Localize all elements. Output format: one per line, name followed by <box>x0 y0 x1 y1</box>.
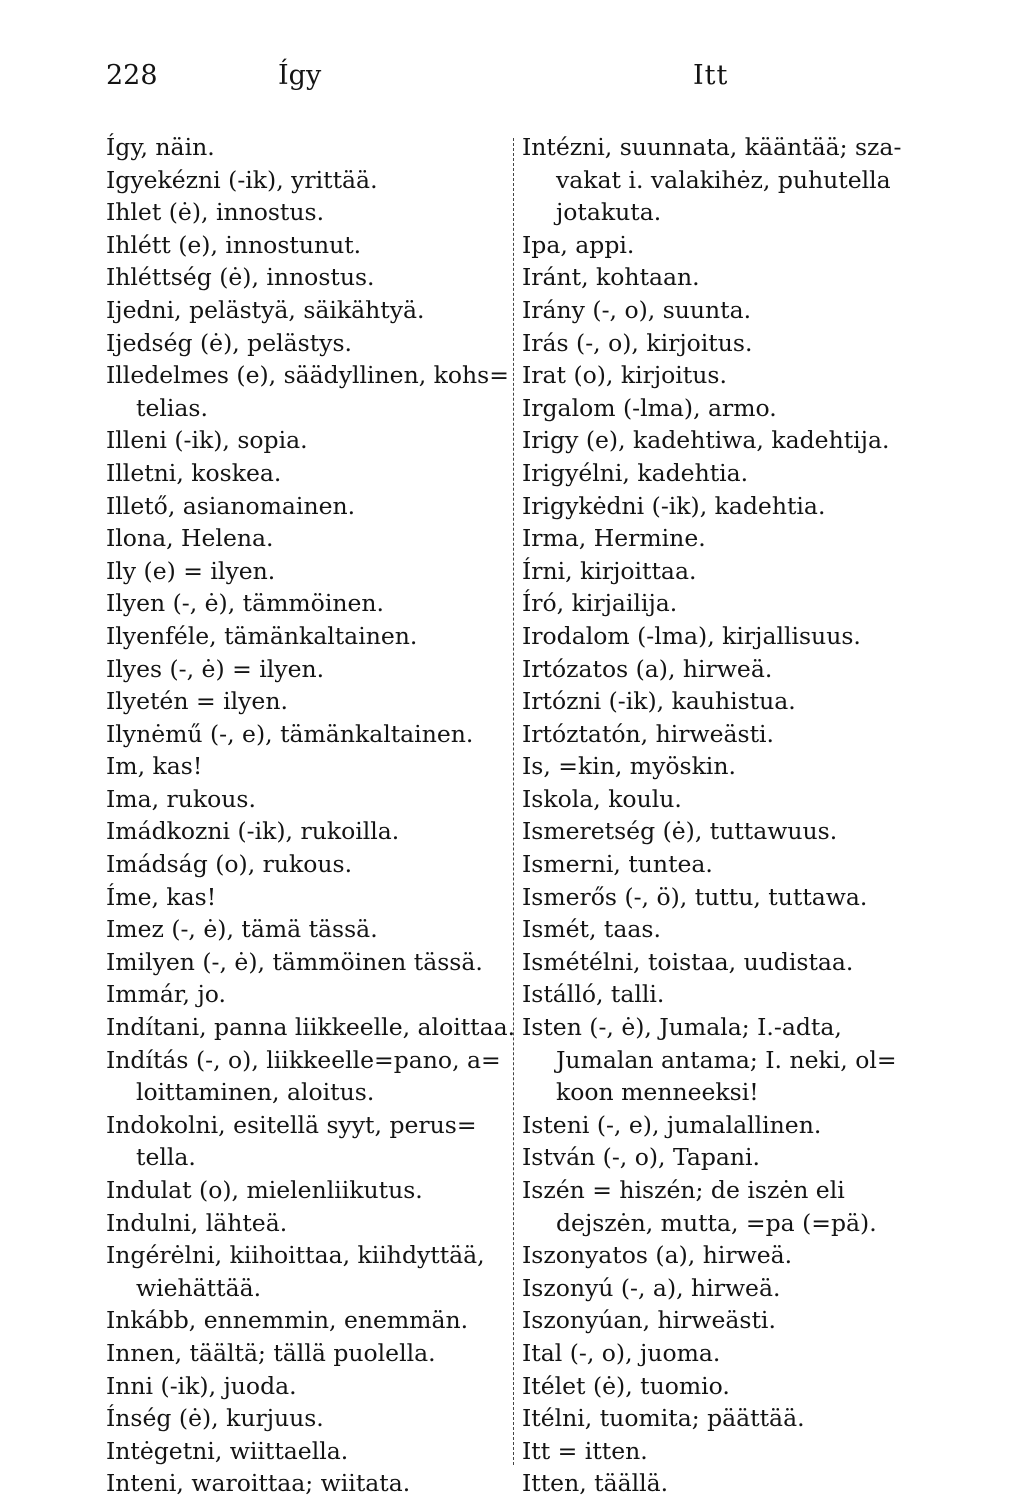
dictionary-entry: Irigyélni, kadehtia. <box>522 458 749 487</box>
dictionary-entry: Irtózni (-ik), kauhistua. <box>522 687 796 716</box>
dictionary-entry: Istálló, talli. <box>522 980 665 1009</box>
entry-continuation: loittaminen, aloitus. <box>136 1078 375 1107</box>
dictionary-entry: Indítani, panna liikkeelle, aloittaa. <box>106 1013 516 1042</box>
page-header <box>0 60 1024 100</box>
entry-continuation: wiehättää. <box>136 1273 262 1302</box>
dictionary-entry: Ilyen (-, ė), tämmöinen. <box>106 589 384 618</box>
entry-continuation: jotakuta. <box>556 198 662 227</box>
entry-continuation: dejszėn, mutta, =pa (=pä). <box>556 1208 877 1237</box>
dictionary-entry: Irodalom (-lma), kirjallisuus. <box>522 621 861 650</box>
dictionary-entry: Is, =kin, myöskin. <box>522 752 736 781</box>
dictionary-entry: Indítás (-, o), liikkeelle=pano, a= <box>106 1045 501 1074</box>
dictionary-entry: Iszonyú (-, a), hirweä. <box>522 1273 781 1302</box>
dictionary-entry: Itélet (ė), tuomio. <box>522 1371 730 1400</box>
dictionary-entry: Immár, jo. <box>106 980 226 1009</box>
dictionary-entry: Irigy (e), kadehtiwa, kadehtija. <box>522 426 890 455</box>
dictionary-entry: Ilyenféle, tämänkaltainen. <box>106 621 418 650</box>
dictionary-entry: Isten (-, ė), Jumala; I.-adta, <box>522 1013 842 1042</box>
dictionary-entry: Irás (-, o), kirjoitus. <box>522 328 753 357</box>
dictionary-entry: Iszonyatos (a), hirweä. <box>522 1241 793 1270</box>
dictionary-entry: Ijedség (ė), pelästys. <box>106 328 352 357</box>
dictionary-entry: Ilyes (-, ė) = ilyen. <box>106 654 325 683</box>
dictionary-entry: Ilona, Helena. <box>106 524 274 553</box>
dictionary-entry: Itélni, tuomita; päättää. <box>522 1404 805 1433</box>
dictionary-entry: Ihléttség (ė), innostus. <box>106 263 375 292</box>
entry-continuation: koon menneeksi! <box>556 1078 759 1107</box>
dictionary-entry: Ihlétt (e), innostunut. <box>106 230 362 259</box>
dictionary-entry: Irgalom (-lma), armo. <box>522 393 777 422</box>
dictionary-entry: Ingérėlni, kiihoittaa, kiihdyttää, <box>106 1241 485 1270</box>
dictionary-entry: Imilyen (-, ė), tämmöinen tässä. <box>106 947 483 976</box>
dictionary-entry: Ilyetén = ilyen. <box>106 687 288 716</box>
dictionary-entry: Ismerni, tuntea. <box>522 850 713 879</box>
dictionary-entry: Így, näin. <box>106 133 215 161</box>
dictionary-entry: Ínség (ė), kurjuus. <box>106 1404 324 1433</box>
dictionary-entry: Indulni, lähteä. <box>106 1208 288 1237</box>
dictionary-entry: Itt = itten. <box>522 1436 648 1465</box>
column-divider <box>513 138 514 1465</box>
dictionary-entry: Inni (-ik), juoda. <box>106 1371 297 1400</box>
dictionary-entry: Irma, Hermine. <box>522 524 706 553</box>
dictionary-entry: Ismétélni, toistaa, uudistaa. <box>522 947 854 976</box>
page-number: 228 <box>106 60 158 91</box>
dictionary-entry: Íme, kas! <box>106 882 217 911</box>
dictionary-entry: Ily (e) = ilyen. <box>106 556 276 585</box>
dictionary-entry: Irtózatos (a), hirweä. <box>522 654 773 683</box>
dictionary-entry: Imez (-, ė), tämä tässä. <box>106 915 378 944</box>
entry-continuation: Jumalan antama; I. neki, ol= <box>556 1045 897 1074</box>
left-column <box>106 131 514 1500</box>
dictionary-entry: István (-, o), Tapani. <box>522 1143 761 1172</box>
dictionary-entry: Itten, täällä. <box>522 1469 669 1498</box>
dictionary-entry: Ismét, taas. <box>522 915 661 944</box>
dictionary-entry: Ismerős (-, ö), tuttu, tuttawa. <box>522 882 868 911</box>
dictionary-entry: Inteni, waroittaa; wiitata. <box>106 1469 411 1498</box>
dictionary-entry: Intézni, suunnata, kääntää; sza- <box>522 133 902 161</box>
dictionary-entry: Intėgetni, wiittaella. <box>106 1436 349 1465</box>
dictionary-entry: Ipa, appi. <box>522 230 635 259</box>
dictionary-entry: Indulat (o), mielenliikutus. <box>106 1176 423 1204</box>
dictionary-entry: Írni, kirjoittaa. <box>522 556 697 585</box>
entry-continuation: vakat i. valakihėz, puhutella <box>556 165 891 194</box>
dictionary-entry: Irigykėdni (-ik), kadehtia. <box>522 491 826 520</box>
dictionary-entry: Isteni (-, e), jumalallinen. <box>522 1110 822 1139</box>
dictionary-entry: Iszonyúan, hirweästi. <box>522 1306 776 1335</box>
dictionary-entry: Illedelmes (e), säädyllinen, kohs= <box>106 361 509 390</box>
entry-continuation: tella. <box>136 1143 196 1172</box>
dictionary-entry: Ilynėmű (-, e), tämänkaltainen. <box>106 719 474 748</box>
dictionary-entry: Inkább, ennemmin, enemmän. <box>106 1306 469 1335</box>
dictionary-entry: Ijedni, pelästyä, säikähtyä. <box>106 295 425 324</box>
dictionary-entry: Igyekézni (-ik), yrittää. <box>106 165 378 194</box>
dictionary-entry: Iránt, kohtaan. <box>522 263 700 292</box>
dictionary-entry: Ital (-, o), juoma. <box>522 1338 721 1367</box>
dictionary-entry: Illető, asianomainen. <box>106 491 356 520</box>
right-guide-word: Itt <box>693 60 729 91</box>
dictionary-entry: Indokolni, esitellä syyt, perus= <box>106 1110 477 1139</box>
dictionary-entry: Imádkozni (-ik), rukoilla. <box>106 817 400 846</box>
dictionary-entry: Író, kirjailija. <box>522 589 678 618</box>
dictionary-entry: Innen, täältä; tällä puolella. <box>106 1338 436 1367</box>
dictionary-entry: Illeni (-ik), sopia. <box>106 426 308 455</box>
entry-continuation: telias. <box>136 393 208 422</box>
dictionary-entry: Imádság (o), rukous. <box>106 850 353 879</box>
dictionary-entry: Im, kas! <box>106 752 203 781</box>
dictionary-entry: Iszén = hiszén; de iszėn eli <box>522 1176 845 1204</box>
dictionary-entry: Ima, rukous. <box>106 784 256 813</box>
dictionary-entry: Iskola, koulu. <box>522 784 682 813</box>
dictionary-entry: Ismeretség (ė), tuttawuus. <box>522 817 838 846</box>
dictionary-entry: Irtóztatón, hirweästi. <box>522 719 775 748</box>
dictionary-entry: Irat (o), kirjoitus. <box>522 361 727 390</box>
dictionary-entry: Ihlet (ė), innostus. <box>106 198 325 227</box>
right-column <box>522 131 932 1500</box>
left-guide-word: Így <box>278 60 322 91</box>
dictionary-entry: Irány (-, o), suunta. <box>522 295 752 324</box>
dictionary-entry: Illetni, koskea. <box>106 458 282 487</box>
